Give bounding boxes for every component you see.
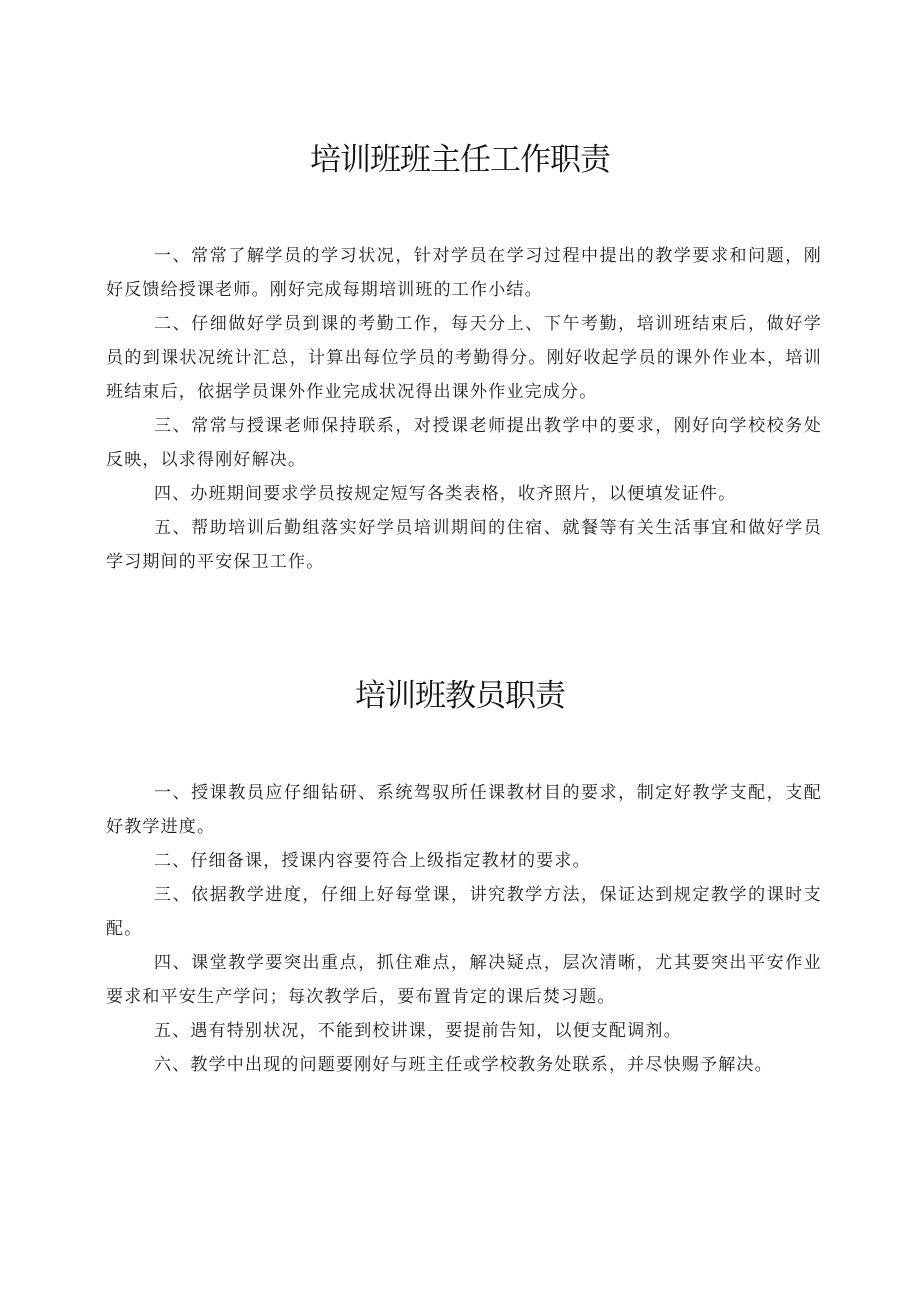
- duty-paragraph: 五、遇有特别状况，不能到校讲课，要提前告知，以便支配调剂。: [154, 1021, 682, 1041]
- duty-paragraph: 二、仔细备课，授课内容要符合上级指定教材的要求。: [154, 851, 591, 871]
- duty-paragraph: 三、依据教学进度，仔细上好每堂课，讲究教学方法，保证达到规定教学的课时支配。: [106, 885, 822, 939]
- page-title-head-teacher-duties: 培训班班主任工作职责: [310, 142, 610, 178]
- duty-paragraph: 五、帮助培训后勤组落实好学员培训期间的住宿、就餐等有关生活事宜和做好学员学习期间的平安保卫工作。: [106, 518, 822, 572]
- duty-paragraph: 三、常常与授课老师保持联系，对授课老师提出教学中的要求，刚好向学校校务处反映，以求得刚好解决。: [106, 416, 822, 470]
- duty-paragraph: 一、常常了解学员的学习状况，针对学员在学习过程中提出的教学要求和问题，刚好反馈给授课老师。刚好完成每期培训班的工作小结。: [106, 246, 822, 300]
- instructor-duties-section: [106, 776, 822, 1082]
- duty-paragraph: 四、课堂教学要突出重点，抓住难点，解决疑点，层次清晰，尤其要突出平安作业要求和平安生产学问；每次教学后，要布置肯定的课后焚习题。: [106, 953, 822, 1007]
- page-title-instructor-duties: 培训班教员职责: [355, 678, 565, 714]
- duty-paragraph: 四、办班期间要求学员按规定短写各类表格，收齐照片，以便填发证件。: [154, 484, 737, 504]
- duty-paragraph: 二、仔细做好学员到课的考勤工作，每天分上、下午考勤，培训班结束后，做好学员的到课状况统计汇总，计算出每位学员的考勤得分。刚好收起学员的课外作业本，培训班结束后，依据学员课外作业完成状况得出课外作业完成分。: [106, 314, 822, 402]
- duty-paragraph: 六、教学中出现的问题要刚好与班主任或学校教务处联系，并尽快赐予解决。: [154, 1055, 773, 1075]
- duty-paragraph: 一、授课教员应仔细钻研、系统驾驭所任课教材目的要求，制定好教学支配，支配好教学进度。: [106, 783, 822, 837]
- head-teacher-duties-section: [106, 239, 822, 579]
